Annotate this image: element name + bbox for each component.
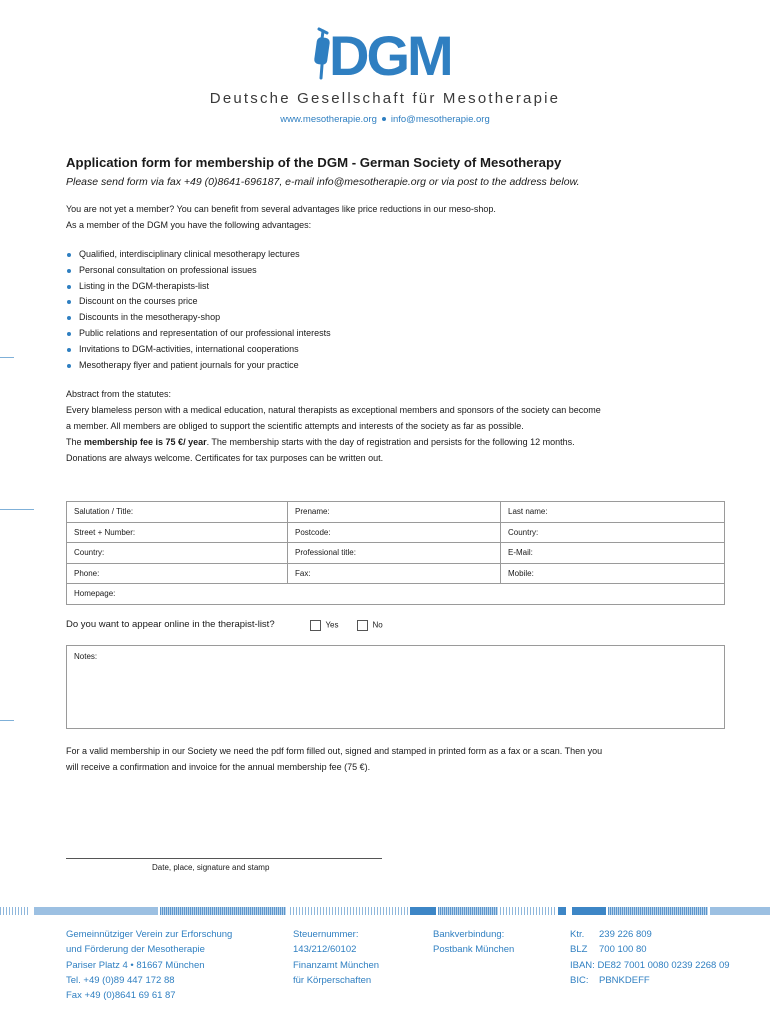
homepage-field[interactable]: Homepage: [67,584,725,605]
footer-line: Fax +49 (0)8641 69 61 87 [66,990,176,1002]
bullet-icon [382,117,386,121]
prename-field[interactable]: Prename: [288,502,501,523]
list-item [66,358,726,374]
bullet-icon [67,348,71,352]
list-item-text: Personal consultation on professional issues [79,264,257,275]
statutes-line: Donations are always welcome. Certificates for tax purposes can be written out. [66,453,384,464]
list-item-text: Invitations to DGM-activities, international cooperations [79,343,299,354]
footer-line [570,927,730,942]
list-item-text: Discount on the courses price [79,296,198,307]
footer-line: Tel. +49 (0)89 447 172 88 [66,974,175,986]
footer-tax [293,927,379,988]
footer-line [570,942,730,957]
bullet-icon [67,332,71,336]
header-links [0,114,770,125]
table-row [67,543,725,564]
bullet-icon [67,253,71,257]
footer-account [570,927,730,988]
professional-title-field[interactable]: Professional title: [288,543,501,564]
list-item-text: Qualified, interdisciplinary clinical mesotherapy lectures [79,249,300,259]
footer-line: und Förderung der Mesotherapie [66,944,205,956]
account-value: 239 226 809 [599,929,652,940]
no-checkbox[interactable] [357,620,368,631]
closing-text [66,743,706,775]
postcode-field[interactable]: Postcode: [288,522,501,543]
page-title: Application form for membership of the DGM - German Society of Mesotherapy [66,155,562,170]
yes-label: Yes [325,620,339,630]
fax-field[interactable]: Fax: [288,563,501,584]
intro-text [66,201,726,233]
country-field-2[interactable]: Country: [67,543,288,564]
table-row [67,584,725,605]
footer-line: Steuernummer: [293,929,359,940]
email-field[interactable]: E-Mail: [501,543,725,564]
bar-segment [34,907,158,915]
bar-segment [160,907,286,915]
list-item-text: Listing in the DGM-therapists-list [79,280,210,291]
phone-field[interactable]: Phone: [67,563,288,584]
notes-label: Notes: [74,652,98,661]
list-item-text: Discounts in the mesotherapy-shop [79,312,221,323]
footer-bank [433,927,514,958]
intro-line: You are not yet a member? You can benefit from several advantages like price reductions in our meso-shop. [66,204,496,214]
bullet-icon [67,269,71,273]
bar-segment [710,907,770,915]
table-row [67,502,725,523]
footer-line: Finanzamt München [293,959,380,971]
country-field[interactable]: Country: [501,522,725,543]
dgm-logo [305,24,465,84]
intro-line: As a member of the DGM you have the following advantages: [66,220,312,230]
statutes-heading: Abstract from the statutes: [66,389,172,400]
list-item [66,263,726,279]
statutes-line: Every blameless person with a medical education, natural therapists as exceptional members and sponsors of the society can become [66,405,601,416]
account-value: DE82 7001 0080 0239 2268 09 [597,959,730,971]
list-item [66,279,726,295]
footer-line [570,973,730,988]
table-row [67,522,725,543]
footer-line: für Körperschaften [293,974,372,986]
signature-label: Date, place, signature and stamp [152,863,270,872]
salutation-field[interactable]: Salutation / Title: [67,502,288,523]
form-subtitle: Please send form via fax +49 (0)8641-696187, e-mail info@mesotherapie.org or via post to the address below. [66,176,580,188]
bar-segment [558,907,566,915]
footer-divider [0,907,770,915]
footer-line: Gemeinnütziger Verein zur Erforschung [66,929,233,940]
website-link[interactable]: www.mesotherapie.org [280,114,377,125]
footer-line: Pariser Platz 4 • 81667 München [66,959,205,971]
form-body [66,155,726,466]
account-key: Ktr. [570,929,585,940]
yes-checkbox[interactable] [310,620,321,631]
list-item [66,326,726,342]
online-question: Do you want to appear online in the therapist-list? [66,619,275,630]
list-item [66,294,726,310]
list-item [66,247,726,263]
account-key: IBAN: [570,959,595,971]
no-label: No [372,620,383,630]
fee-suffix: . The membership starts with the day of registration and persists for the following 12 months. [206,437,575,448]
bar-segment [290,907,408,915]
email-link[interactable]: info@mesotherapie.org [390,114,490,125]
bar-segment [438,907,498,915]
footer-line: Postbank München [433,944,515,956]
account-value: PBNKDEFF [599,974,650,986]
list-item [66,310,726,326]
footer-line: 143/212/60102 [293,944,357,956]
account-value: 700 100 80 [599,944,647,956]
bullet-icon [67,285,71,289]
lastname-field[interactable]: Last name: [501,502,725,523]
logo-text: DGM [329,24,451,84]
fold-mark [0,357,14,358]
bar-segment [572,907,606,915]
syringe-icon [315,29,328,78]
footer-address [66,927,232,1003]
statutes-abstract [66,386,726,466]
letterhead [0,0,770,140]
fee-prefix: The [66,437,85,448]
fee-amount: membership fee is 75 €/ year [84,437,207,448]
fee-line [66,434,726,450]
bullet-icon [67,364,71,368]
no-option[interactable] [357,620,383,631]
table-row [67,563,725,584]
closing-line: will receive a confirmation and invoice for the annual membership fee (75 €). [66,762,371,772]
yes-option[interactable] [310,620,339,631]
signature-line[interactable] [66,858,382,859]
list-item [66,342,726,358]
street-field[interactable]: Street + Number: [67,522,288,543]
fold-mark [0,720,14,721]
notes-field[interactable] [66,645,725,729]
account-key: BIC: [570,974,589,986]
list-item-text: Mesotherapy flyer and patient journals for your practice [79,359,299,370]
list-item-text: Public relations and representation of our professional interests [79,327,331,338]
bar-segment [0,907,30,915]
footer-line: Bankverbindung: [433,929,505,940]
footer-line [570,958,730,973]
bar-segment [608,907,708,915]
bullet-icon [67,316,71,320]
account-key: BLZ [570,944,588,956]
advantages-list [66,247,726,373]
bar-segment [410,907,436,915]
bullet-icon [67,300,71,304]
closing-line: For a valid membership in our Society we need the pdf form filled out, signed and stamped in printed form as a fax or a scan. Then you [66,746,603,756]
fold-mark [0,509,34,510]
mobile-field[interactable]: Mobile: [501,563,725,584]
society-name: Deutsche Gesellschaft für Mesotherapie [209,90,561,107]
statutes-line: a member. All members are obliged to support the scientific attempts and interests of the society as far as possible. [66,421,524,432]
member-details-table [66,501,725,605]
bar-segment [500,907,556,915]
